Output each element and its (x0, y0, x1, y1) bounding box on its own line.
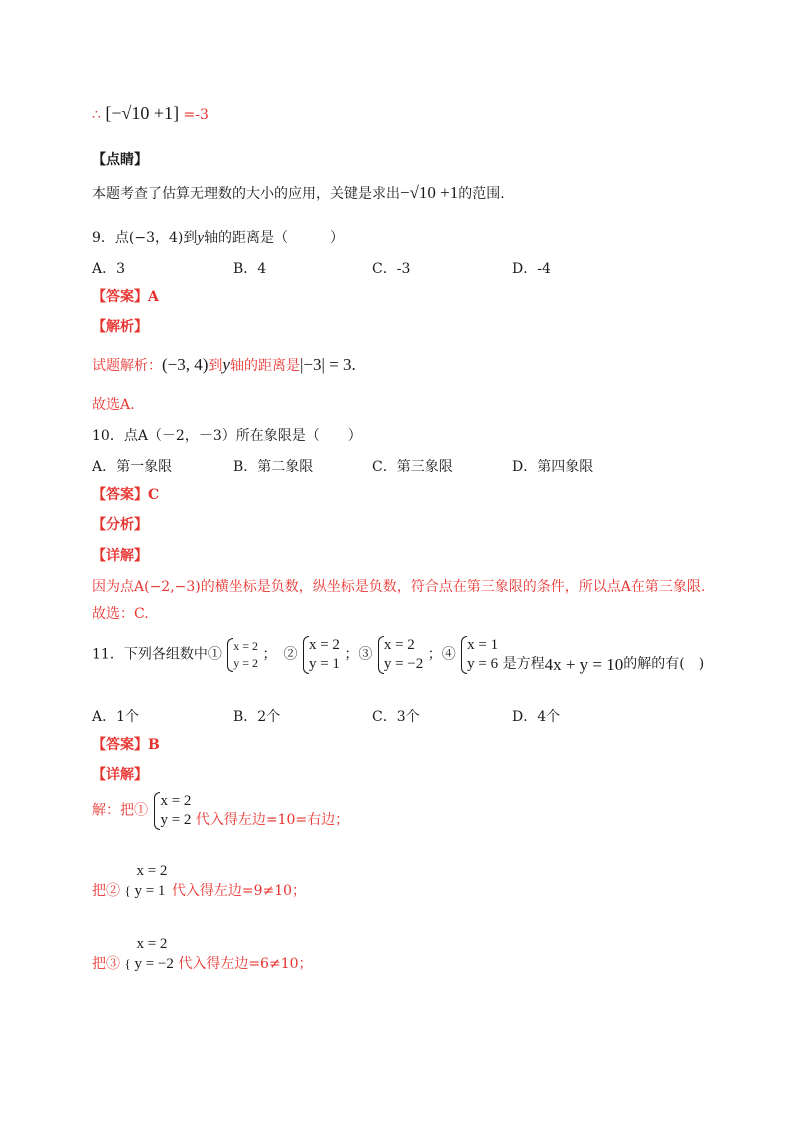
q11-solution-2: 把② x = 2 { y = 1 代入得左边=9≠10； (92, 863, 307, 899)
q9-option-a: A．3 (92, 261, 126, 277)
q10-option-a: A．第一象限 (92, 459, 173, 475)
q11-solution-1: 解：把① x = 2 y = 2 代入得左边=10=右边； (92, 793, 350, 828)
tip-expr: −√10 +1 (400, 183, 459, 202)
q11-answer: 【答案】B (92, 737, 160, 753)
q8-expr: [−√10 +1] (105, 103, 180, 123)
q10-option-c: C．第三象限 (372, 459, 453, 475)
q11-system-3: x = 2 y = −2 (384, 636, 423, 674)
q11-sol2-system: x = 2 { y = 1 (124, 863, 168, 899)
q10-detail-text: 因为点A(−2,−3)的横坐标是负数，纵坐标是负数，符合点在第三象限的条件，所以点A在第三象限. (92, 579, 706, 595)
q11-system-2: x = 2 y = 1 (309, 636, 340, 674)
q10-fenxi-heading: 【分析】 (92, 517, 148, 533)
q9-stem: 9．点(−3，4)到y轴的距离是（ ） (92, 230, 345, 246)
q10-conclusion: 故选：C. (92, 606, 149, 622)
q11-sol3-system: x = 2 { y = −2 (124, 936, 174, 972)
q11-system-1: x = 2 y = 2 (233, 638, 258, 672)
q11-option-c: C．3个 (372, 709, 420, 725)
q11-detail-heading: 【详解】 (92, 767, 148, 783)
q11-solution-3: 把③ x = 2 { y = −2 代入得左边=6≠10； (92, 936, 313, 972)
q9-answer: 【答案】A (92, 289, 159, 305)
q11-equation: 4x + y = 10 (544, 655, 624, 674)
q10-stem: 10．点A（－2，－3）所在象限是（ ） (92, 428, 362, 444)
q9-option-d: D．-4 (512, 261, 551, 277)
q11-stem: 11．下列各组数中① x = 2 y = 2 ； ② x = 2 y = 1 ；③ x = 2 y = −2 ；④ x = 1 y = 6 是方程4x + y = 10的解的有( ) (92, 637, 705, 674)
q8-result: =-3 (183, 107, 209, 123)
q10-answer: 【答案】C (92, 487, 160, 503)
q11-option-d: D．4个 (512, 709, 561, 725)
q11-system-4: x = 1 y = 6 (467, 636, 498, 674)
q9-conclusion: 故选A. (92, 397, 135, 413)
therefore-symbol: ∴ (92, 107, 101, 123)
q11-sol1-system: x = 2 y = 2 (160, 792, 191, 830)
q9-analysis-heading: 【解析】 (92, 319, 148, 335)
q9-option-c: C．-3 (372, 261, 411, 277)
q10-option-d: D．第四象限 (512, 459, 594, 475)
q9-point: (−3, 4) (162, 355, 209, 374)
q11-option-b: B．2个 (233, 709, 281, 725)
q9-option-b: B．4 (233, 261, 267, 277)
q9-abs: |−3| = 3. (299, 355, 356, 374)
q9-analysis: 试题解析：(−3, 4)到y轴的距离是|−3| = 3. (92, 355, 356, 374)
q10-detail-heading: 【详解】 (92, 548, 148, 564)
tip-text: 本题考查了估算无理数的大小的应用，关键是求出−√10 +1的范围. (92, 183, 505, 202)
q11-option-a: A．1个 (92, 709, 140, 725)
q8-result-line (92, 103, 209, 125)
tip-heading: 【点睛】 (92, 152, 148, 168)
q10-option-b: B．第二象限 (233, 459, 314, 475)
